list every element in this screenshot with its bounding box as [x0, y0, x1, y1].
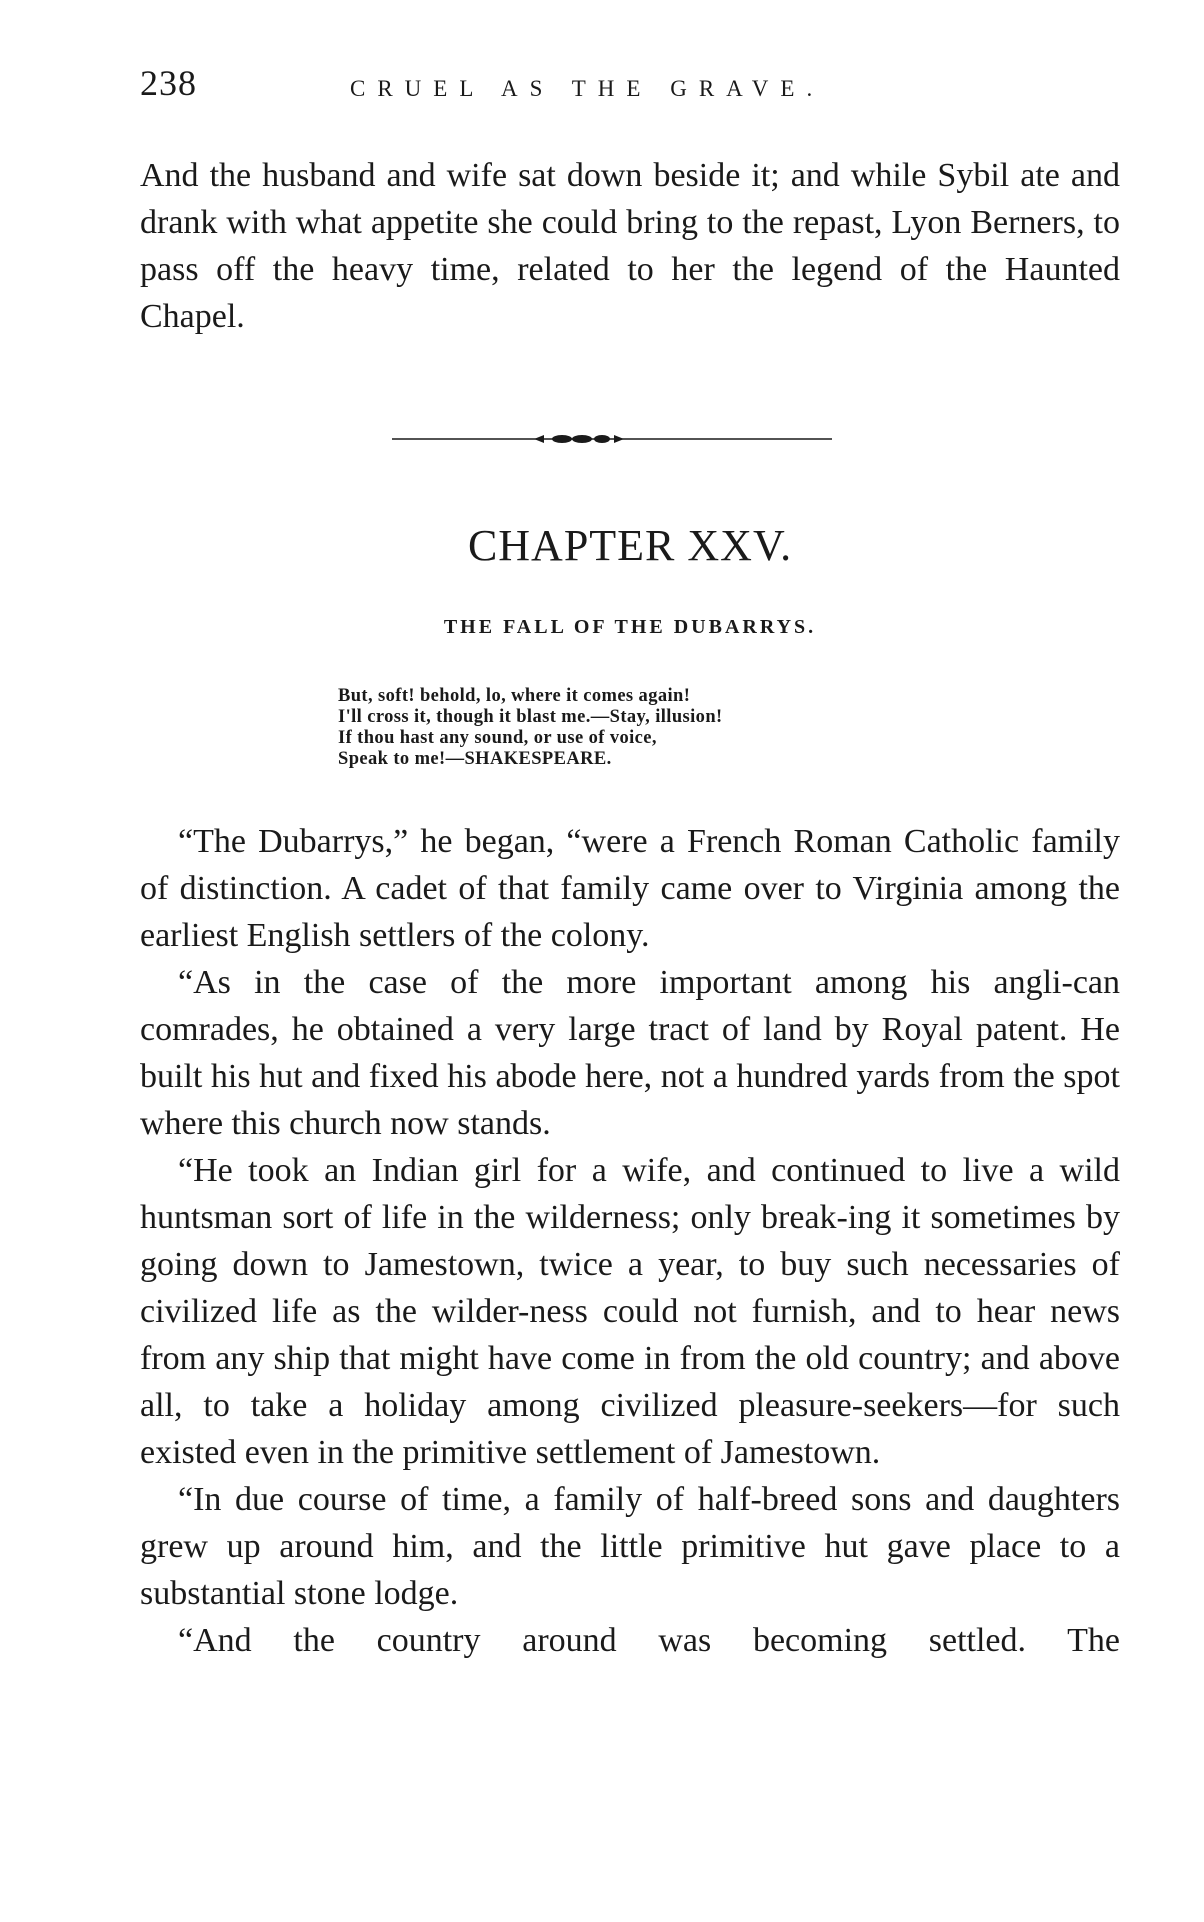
body-paragraph: “As in the case of the more important among his angli-can comrades, he obtained a very large tract of land by Royal patent. He built his hut and fixed his abode here, not a hundred yards from the spot where this church now stands. — [140, 964, 1120, 1142]
running-title: CRUEL AS THE GRAVE. — [350, 76, 825, 101]
chapter-subtitle: THE FALL OF THE DUBARRYS. — [443, 616, 817, 638]
intro-paragraph-block — [140, 152, 1120, 340]
epigraph-line: Speak to me!—SHAKESPEARE. — [338, 749, 612, 769]
intro-paragraph: And the husband and wife sat down beside it; and while Sybil ate and drank with what appetite she could bring to the repast, Lyon Berners, to pass off the heavy time, related to her the legend of the Haunted Chapel. — [140, 157, 1120, 335]
epigraph-line: I'll cross it, though it blast me.—Stay, illusion! — [338, 707, 723, 727]
chapter-title: CHAPTER XXV. — [467, 521, 793, 570]
epigraph — [338, 686, 978, 770]
section-divider-ornament — [392, 432, 832, 446]
epigraph-line: If thou hast any sound, or use of voice, — [338, 728, 657, 748]
body-paragraph: “In due course of time, a family of half-breed sons and daughters grew up around him, and the little primitive hut gave place to a substantial stone lodge. — [140, 1481, 1120, 1612]
chapter-body — [140, 818, 1120, 1664]
body-paragraph: “He took an Indian girl for a wife, and continued to live a wild huntsman sort of life in the wilderness; only break-ing it sometimes by going down to Jamestown, twice a year, to buy such necessaries of civilized life as the wilder-ness could not furnish, and to hear news from any ship that might have come in from the old country; and above all, to take a holiday among civilized pleasure-seekers—for such existed even in the primitive settlement of Jamestown. — [140, 1152, 1120, 1471]
body-paragraph: “And the country around was becoming settled. The — [178, 1622, 1120, 1659]
epigraph-line: But, soft! behold, lo, where it comes again! — [338, 686, 691, 706]
running-head — [140, 62, 1120, 112]
page-number: 238 — [140, 63, 197, 103]
body-paragraph: “The Dubarrys,” he began, “were a French Roman Catholic family of distinction. A cadet of that family came over to Virginia among the earliest English settlers of the colony. — [140, 823, 1120, 954]
